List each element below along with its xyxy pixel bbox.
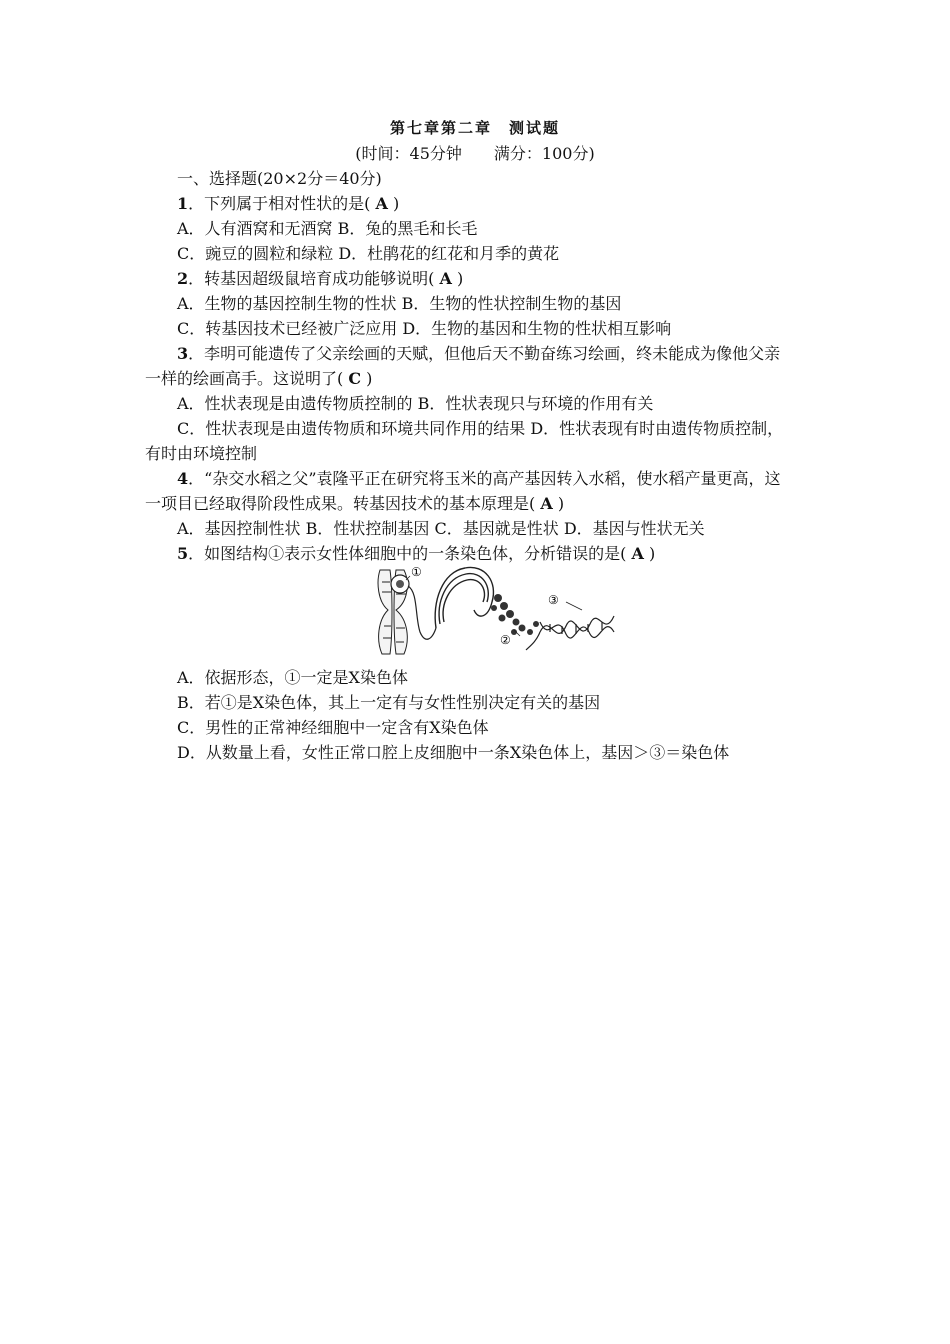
nucleosome-icon xyxy=(491,594,539,635)
question-number: 4 xyxy=(177,469,189,488)
question-number: 1 xyxy=(177,194,189,213)
question-4-option-row: A．基因控制性状 B．性状控制基因 C．基因就是性状 D．基因与性状无关 xyxy=(177,519,705,538)
question-5-option-d: D．从数量上看，女性正常口腔上皮细胞中一条X染色体上，基因＞③＝染色体 xyxy=(177,743,730,762)
question-number: 3 xyxy=(177,344,189,363)
question-3-stem-cont xyxy=(145,367,372,391)
question-1-stem xyxy=(177,192,399,216)
question-number: 5 xyxy=(177,544,189,563)
question-3-option-row: A．性状表现是由遗传物质控制的 B．性状表现只与环境的作用有关 xyxy=(177,394,654,413)
thread-icon xyxy=(408,586,436,639)
question-3-option-row: C．性状表现是由遗传物质和环境共同作用的结果 D．性状表现有时由遗传物质控制， xyxy=(177,419,784,438)
figure-label-1: ① xyxy=(411,565,422,579)
coil-icon xyxy=(435,567,493,628)
question-2-option-row: A．生物的基因控制生物的性状 B．生物的性状控制生物的基因 xyxy=(177,294,622,313)
figure-label-3: ③ xyxy=(548,593,559,607)
paren: ) xyxy=(457,269,464,288)
question-5-option-b: B．若①是X染色体，其上一定有与女性性别决定有关的基因 xyxy=(177,693,601,712)
question-1-option-row: C．豌豆的圆粒和绿粒 D．杜鹃花的红花和月季的黄花 xyxy=(177,244,560,263)
figure-label-2: ② xyxy=(500,633,511,647)
chromatin-dot-icon xyxy=(396,580,404,588)
question-text: ．转基因超级鼠培育成功能够说明( xyxy=(188,269,435,288)
question-text: ．李明可能遗传了父亲绘画的天赋，但他后天不勤奋练习绘画，终未能成为像他父亲 xyxy=(188,344,781,363)
question-5-option-a: A．依据形态，①一定是X染色体 xyxy=(177,668,408,687)
question-4-stem-cont xyxy=(145,492,564,516)
answer: A xyxy=(439,269,452,288)
page-subtitle: (时间：45分钟 满分：100分) xyxy=(355,144,595,163)
chromosome-figure xyxy=(370,562,620,662)
question-1-option-row: A．人有酒窝和无酒窝 B．兔的黑毛和长毛 xyxy=(177,219,478,238)
paren: ) xyxy=(393,194,400,213)
question-text: ．如图结构①表示女性体细胞中的一条染色体，分析错误的是( xyxy=(188,544,627,563)
question-text: ．“杂交水稻之父”袁隆平正在研究将玉米的高产基因转入水稻，使水稻产量更高，这 xyxy=(188,469,781,488)
section-heading: 一、选择题(20×2分＝40分) xyxy=(177,169,382,188)
answer: A xyxy=(375,194,388,213)
question-4-stem xyxy=(177,467,781,491)
page-title: 第七章第二章 测试题 xyxy=(389,119,560,137)
answer: A xyxy=(631,544,644,563)
question-text: 一项目已经取得阶段性成果。转基因技术的基本原理是( xyxy=(145,494,536,513)
answer: C xyxy=(348,369,362,388)
question-3-stem xyxy=(177,342,780,366)
paren: ) xyxy=(557,494,565,513)
question-text: 一样的绘画高手。这说明了( xyxy=(145,369,344,388)
paren: ) xyxy=(366,369,373,388)
question-number: 2 xyxy=(177,269,189,288)
paren: ) xyxy=(649,544,656,563)
dna-helix-icon xyxy=(526,616,614,650)
question-3-option-row: 有时由环境控制 xyxy=(145,444,258,463)
question-text: ．下列属于相对性状的是( xyxy=(188,194,371,213)
answer: A xyxy=(540,494,553,513)
question-5-option-c: C．男性的正常神经细胞中一定含有X染色体 xyxy=(177,718,489,737)
question-2-option-row: C．转基因技术已经被广泛应用 D．生物的基因和生物的性状相互影响 xyxy=(177,319,672,338)
question-2-stem xyxy=(177,267,463,291)
